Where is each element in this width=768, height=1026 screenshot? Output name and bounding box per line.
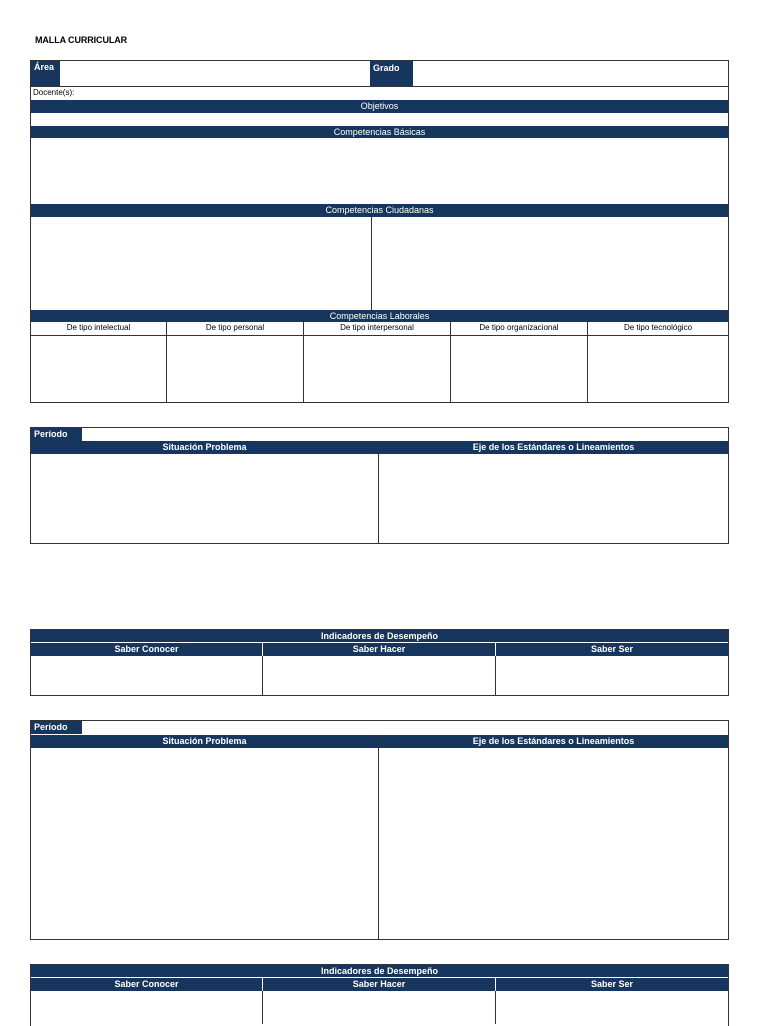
situacion-problema-field-2[interactable]: [31, 749, 378, 939]
saber-conocer-field-1[interactable]: [31, 657, 262, 695]
periodo-value-field-2[interactable]: [82, 721, 728, 734]
saber-hacer-header-2: Saber Hacer: [263, 978, 495, 991]
saber-hacer-field-2[interactable]: [263, 992, 495, 1024]
ciudadanas-right-field[interactable]: [372, 217, 728, 310]
laborales-intelectual-field[interactable]: [31, 336, 166, 402]
competencias-basicas-header: Competencias Básicas: [31, 126, 728, 138]
saber-hacer-field-1[interactable]: [263, 657, 495, 695]
saber-ser-header-1: Saber Ser: [496, 643, 728, 656]
saber-hacer-header-1: Saber Hacer: [263, 643, 495, 656]
laborales-interpersonal-field[interactable]: [304, 336, 450, 402]
indicadores-header-1: Indicadores de Desempeño: [31, 630, 728, 642]
periodo-value-field-1[interactable]: [82, 428, 728, 441]
laborales-col-interpersonal: De tipo interpersonal: [340, 323, 414, 332]
saber-conocer-header-2: Saber Conocer: [31, 978, 262, 991]
area-value-field[interactable]: [60, 61, 370, 86]
eje-estandares-field-2[interactable]: [379, 749, 728, 939]
laborales-col-tecnologico: De tipo tecnológico: [623, 323, 693, 332]
ciudadanas-left-field[interactable]: [31, 217, 371, 310]
eje-estandares-header-2: Eje de los Estándares o Lineamientos: [379, 735, 728, 748]
objetivos-header: Objetivos: [31, 100, 728, 113]
situacion-problema-field-1[interactable]: [31, 455, 378, 543]
situacion-problema-header-2: Situación Problema: [31, 735, 378, 748]
docentes-label: Docente(s):: [33, 88, 75, 97]
competencias-laborales-header: Competencias Laborales: [31, 310, 728, 322]
situacion-problema-header-1: Situación Problema: [31, 441, 378, 454]
periodo-label-1: Período: [31, 428, 82, 441]
laborales-personal-field[interactable]: [167, 336, 303, 402]
laborales-col-organizacional: De tipo organizacional: [479, 323, 559, 332]
saber-conocer-field-2[interactable]: [31, 992, 262, 1024]
grado-value-field[interactable]: [413, 61, 728, 86]
saber-ser-header-2: Saber Ser: [496, 978, 728, 991]
competencias-basicas-field[interactable]: [31, 138, 728, 204]
saber-ser-field-2[interactable]: [496, 992, 728, 1024]
area-label: Área: [31, 61, 60, 86]
eje-estandares-field-1[interactable]: [379, 455, 728, 543]
competencias-ciudadanas-header: Competencias Ciudadanas: [31, 204, 728, 217]
grado-label: Grado: [370, 61, 413, 86]
objetivos-field[interactable]: [31, 113, 728, 125]
saber-conocer-header-1: Saber Conocer: [31, 643, 262, 656]
laborales-organizacional-field[interactable]: [451, 336, 587, 402]
laborales-col-personal: De tipo personal: [205, 323, 265, 332]
laborales-tecnologico-field[interactable]: [588, 336, 728, 402]
document-title: MALLA CURRICULAR: [35, 35, 128, 45]
laborales-col-intelectual: De tipo intelectual: [66, 323, 131, 332]
periodo-label-2: Período: [31, 721, 82, 734]
indicadores-header-2: Indicadores de Desempeño: [31, 965, 728, 977]
saber-ser-field-1[interactable]: [496, 657, 728, 695]
eje-estandares-header-1: Eje de los Estándares o Lineamientos: [379, 441, 728, 454]
